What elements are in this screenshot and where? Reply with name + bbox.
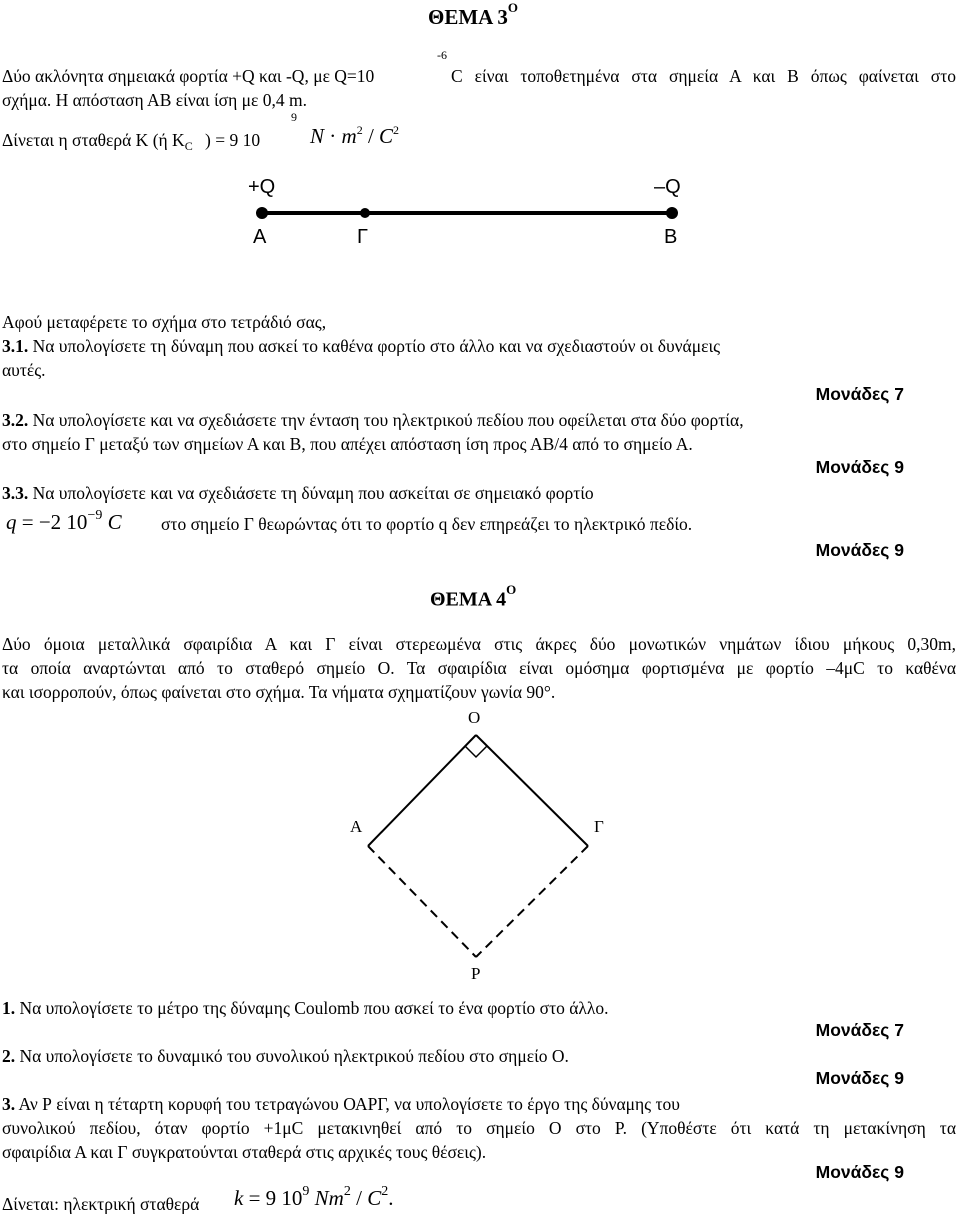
right-angle-mark bbox=[465, 746, 487, 757]
theme3-q1-line2: αυτές. bbox=[2, 360, 46, 380]
theme4-title bbox=[430, 582, 517, 612]
string-oa bbox=[368, 735, 476, 846]
label-minus-q: –Q bbox=[654, 176, 681, 198]
label-plus-q: +Q bbox=[248, 176, 276, 198]
given-nm: Nm bbox=[314, 1186, 344, 1210]
theme4-q1 bbox=[2, 996, 609, 1020]
theme4-title-text: ΘΕΜΑ 4 bbox=[430, 588, 507, 611]
given-end: . bbox=[388, 1186, 394, 1210]
theme3-constant-unit: $N \cdot m^2 / C^2$ bbox=[310, 123, 400, 148]
theme4-q3-line2: συνολικού πεδίου, όταν φορτίο +1μC μετακινηθεί από το σημείο Ο στο Ρ. (Υποθέστε ότι κατά τη μετακίνηση τα bbox=[2, 1118, 956, 1138]
constant-prefix-text: Δίνεται η σταθερά Κ (ή Κ bbox=[2, 130, 185, 150]
q3-text-line1: Να υπολογίσετε και να σχεδιάσετε τη δύναμη που ασκείται σε σημειακό φορτίο bbox=[32, 483, 594, 503]
theme4-q2-points: Μονάδες 9 bbox=[815, 1068, 904, 1088]
theme3-q3-math bbox=[6, 510, 122, 535]
theme3-intro-line1a: Δύο ακλόνητα σημειακά φορτία +Q και -Q, με Q=10 bbox=[2, 66, 375, 86]
theme4-intro-line3: και ισορροπούν, όπως φαίνεται στο σχήμα. Τα νήματα σχηματίζουν γωνία 90°. bbox=[2, 682, 556, 702]
t4-q3-text-line1: Αν Ρ είναι η τέταρτη κορυφή του τετραγώνου ΟΑΡΓ, να υπολογίσετε το έργο της δύναμης του bbox=[18, 1094, 680, 1114]
label-p: P bbox=[471, 964, 481, 983]
unit-n: N bbox=[310, 124, 325, 148]
theme3-intro-line1b: C είναι τοποθετημένα στα σημεία Α και Β όπως φαίνεται στο bbox=[451, 66, 956, 86]
label-g: Γ bbox=[357, 226, 369, 248]
theme3-q3-line2: στο σημείο Γ θεωρώντας ότι το φορτίο q δεν επηρεάζει το ηλεκτρικό πεδίο. bbox=[161, 514, 693, 534]
theme3-title-sup: O bbox=[507, 0, 519, 15]
q1-number: 3.1. bbox=[2, 336, 29, 356]
theme3-title bbox=[428, 0, 519, 30]
theme3-q3-points: Μονάδες 9 bbox=[815, 540, 904, 560]
t4-q2-number: 2. bbox=[2, 1046, 16, 1066]
dashed-gp bbox=[476, 846, 588, 957]
q3-math-val: −2 10 bbox=[38, 510, 88, 534]
theme3-title-text: ΘΕΜΑ 3 bbox=[428, 5, 508, 29]
q3-math-exp: −9 bbox=[87, 508, 103, 523]
unit-m-exp: 2 bbox=[356, 123, 363, 137]
given-eq: = bbox=[248, 1186, 261, 1210]
t4-q2-text: Να υπολογίσετε το δυναμικό του συνολικού ηλεκτρικού πεδίου στο σημείο Ο. bbox=[19, 1046, 569, 1066]
given-c: C bbox=[367, 1186, 382, 1210]
theme3-constant-exp: 9 bbox=[291, 110, 297, 124]
point-b-dot bbox=[666, 207, 678, 219]
unit-slash: / bbox=[367, 124, 374, 148]
theme4-intro-line2: τα οποία αναρτώνται από το σταθερό σημείο Ο. Τα σφαιρίδια είναι ομόσημα φορτισμένα με φορτίο –4μC το καθένα bbox=[2, 658, 956, 678]
theme3-q1 bbox=[2, 334, 720, 358]
point-g-dot bbox=[360, 208, 370, 218]
unit-c-exp: 2 bbox=[393, 123, 400, 137]
unit-m: m bbox=[341, 124, 357, 148]
theme4-intro-line1: Δύο όμοια μεταλλικά σφαιρίδια Α και Γ είναι στερεωμένα στις άκρες δύο μονωτικών νημάτων ίδιου μήκους 0,30m, bbox=[2, 634, 956, 654]
t4-q1-number: 1. bbox=[2, 998, 16, 1018]
theme4-q3-points: Μονάδες 9 bbox=[815, 1162, 904, 1182]
theme4-q2 bbox=[2, 1044, 569, 1068]
q3-number: 3.3. bbox=[2, 483, 29, 503]
theme3-q1-points: Μονάδες 7 bbox=[815, 384, 904, 404]
label-a4: Α bbox=[350, 817, 363, 836]
theme3-after-figure: Αφού μεταφέρετε το σχήμα στο τετράδιό σας, bbox=[2, 312, 327, 332]
label-b: Β bbox=[664, 226, 678, 248]
t4-q1-text: Να υπολογίσετε το μέτρο της δύναμης Coulomb που ασκεί το ένα φορτίο στο άλλο. bbox=[19, 998, 609, 1018]
theme3-q3 bbox=[2, 481, 594, 505]
theme3-exponent: -6 bbox=[437, 48, 447, 62]
unit-c: C bbox=[379, 124, 394, 148]
theme3-q2-points: Μονάδες 9 bbox=[815, 457, 904, 477]
theme4-title-sup: O bbox=[506, 582, 517, 597]
point-a-dot bbox=[256, 207, 268, 219]
t4-q3-number: 3. bbox=[2, 1094, 16, 1114]
label-o: O bbox=[468, 708, 481, 727]
theme3-q2-line2: στο σημείο Γ μεταξύ των σημείων Α και Β, που απέχει απόσταση ίση προς ΑΒ/4 από το σημείο Α. bbox=[2, 434, 693, 454]
theme3-intro-line2: σχήμα. Η απόσταση ΑΒ είναι ίση με 0,4 m. bbox=[2, 90, 307, 110]
given-slash: / bbox=[356, 1186, 362, 1210]
theme3-constant-prefix bbox=[2, 128, 193, 154]
theme4-q3 bbox=[2, 1092, 680, 1116]
constant-sub: C bbox=[184, 139, 193, 153]
given-val: 9 10 bbox=[265, 1186, 303, 1210]
label-a: Α bbox=[253, 226, 267, 248]
theme4-given-math bbox=[234, 1186, 393, 1211]
string-og bbox=[476, 735, 588, 846]
dashed-ap bbox=[368, 846, 476, 957]
theme4-q1-points: Μονάδες 7 bbox=[815, 1020, 904, 1040]
q3-math-c: C bbox=[107, 510, 122, 534]
given-c-exp: 2 bbox=[381, 1184, 389, 1199]
theme3-constant-mid: ) = 9 10 bbox=[205, 130, 261, 150]
q3-math-eq: = bbox=[21, 510, 34, 534]
given-nm-exp: 2 bbox=[343, 1184, 351, 1199]
q2-text-line1: Να υπολογίσετε και να σχεδιάσετε την ένταση του ηλεκτρικού πεδίου που οφείλεται στα δύο φορτία, bbox=[32, 410, 744, 430]
theme3-q2 bbox=[2, 408, 744, 432]
label-g4: Γ bbox=[594, 817, 604, 836]
given-exp: 9 bbox=[302, 1184, 310, 1199]
q2-number: 3.2. bbox=[2, 410, 29, 430]
q1-text-line1: Να υπολογίσετε τη δύναμη που ασκεί το καθένα φορτίο στο άλλο και να σχεδιαστούν οι δυνάμεις bbox=[32, 336, 721, 356]
theme4-given-prefix: Δίνεται: ηλεκτρική σταθερά bbox=[2, 1194, 200, 1214]
theme4-q3-line3: σφαιρίδια Α και Γ συγκρατούνται σταθερά στις αρχικές τους θέσεις). bbox=[2, 1142, 487, 1162]
given-k: k bbox=[234, 1186, 244, 1210]
q3-math-q: q bbox=[6, 510, 17, 534]
